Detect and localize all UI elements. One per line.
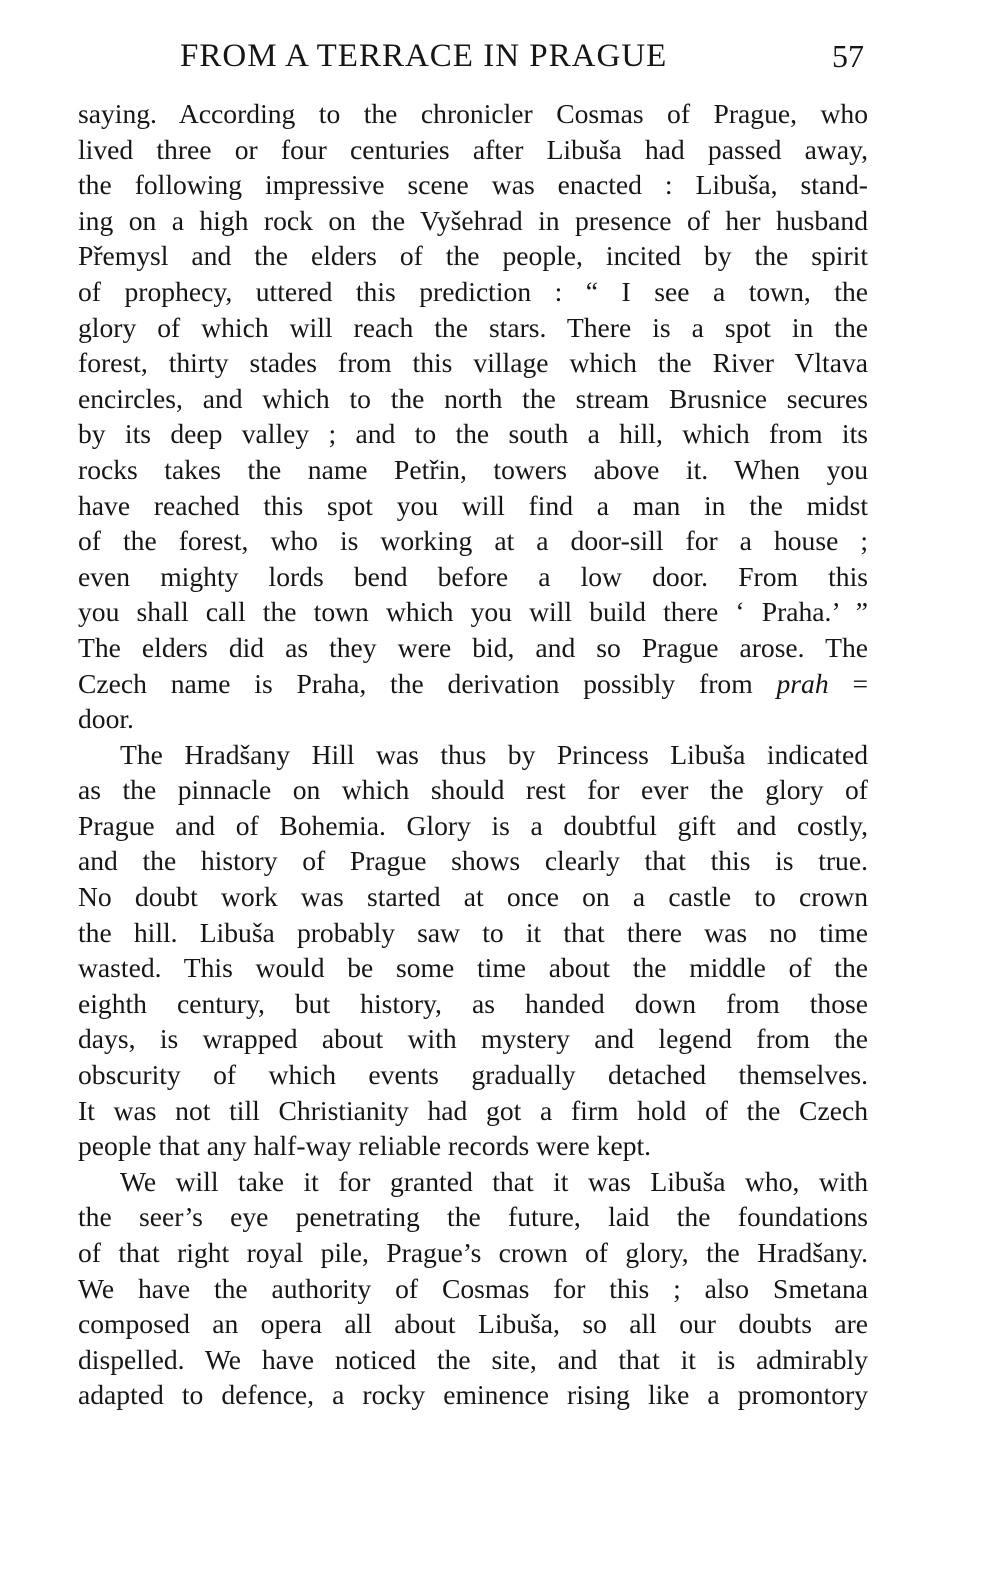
text-line: adapted to defence, a rocky eminence rising like a promontory [78, 1379, 868, 1411]
text-line: composed an opera all about Libuša, so all our doubts are [78, 1308, 868, 1340]
italic-term: prah [776, 667, 829, 699]
text-line: No doubt work was started at once on a castle to crown [78, 881, 868, 913]
text-line: dispelled. We have noticed the site, and that it is admirably [78, 1343, 868, 1375]
text-line: as the pinnacle on which should rest for ever the glory of [78, 774, 868, 806]
paragraph-1 [78, 96, 868, 737]
text-line: The Hradšany Hill was thus by Princess Libuša indicated [120, 738, 868, 770]
text-line: obscurity of which events gradually detached themselves. [78, 1059, 868, 1091]
text-line: forest, thirty stades from this village which the River Vltava [78, 347, 868, 379]
running-head [78, 34, 864, 78]
text-line: and the history of Prague shows clearly that this is true. [78, 845, 868, 877]
text-line: the following impressive scene was enacted : Libuša, stand- [78, 169, 868, 201]
text-line: even mighty lords bend before a low door. From this [78, 560, 868, 592]
text-fragment: Czech name is Praha, the derivation possibly from [78, 667, 753, 699]
text-line: have reached this spot you will find a man in the midst [78, 489, 868, 521]
equals-sign: = [852, 667, 868, 699]
text-line-with-term [78, 666, 868, 702]
text-line: the hill. Libuša probably saw to it that there was no time [78, 916, 868, 948]
text-line: people that any half-way reliable records were kept. [78, 1130, 652, 1162]
running-title: FROM A TERRACE IN PRAGUE [180, 38, 668, 74]
text-line: Prague and of Bohemia. Glory is a doubtful gift and costly, [78, 809, 868, 841]
text-line: We have the authority of Cosmas for this ; also Smetana [78, 1272, 868, 1304]
text-line: you shall call the town which you will build there ‘ Praha.’ ” [78, 596, 868, 628]
text-line: door. [78, 703, 134, 735]
text-line: lived three or four centuries after Libuša had passed away, [78, 133, 868, 165]
text-line: of that right royal pile, Prague’s crown of glory, the Hradšany. [78, 1237, 868, 1268]
text-line: rocks takes the name Petřin, towers above it. When you [78, 453, 868, 485]
text-line: of prophecy, uttered this prediction : “ I see a town, the [78, 275, 868, 307]
text-line: The elders did as they were bid, and so Prague arose. The [78, 631, 868, 663]
text-line: We will take it for granted that it was Libuša who, with [120, 1165, 868, 1197]
text-line: by its deep valley ; and to the south a hill, which from its [78, 418, 868, 450]
page-number: 57 [832, 38, 864, 74]
paragraph-2 [78, 737, 868, 1164]
text-line: of the forest, who is working at a door-sill for a house ; [78, 525, 868, 557]
text-line: days, is wrapped about with mystery and legend from the [78, 1023, 868, 1055]
body-text [78, 96, 868, 1413]
text-line: It was not till Christianity had got a firm hold of the Czech [78, 1094, 868, 1126]
text-line: eighth century, but history, as handed down from those [78, 987, 868, 1019]
text-line: saying. According to the chronicler Cosmas of Prague, who [78, 98, 868, 129]
text-line: wasted. This would be some time about the middle of the [78, 952, 868, 984]
text-line: ing on a high rock on the Vyšehrad in presence of her husband [78, 204, 868, 236]
text-line: glory of which will reach the stars. There is a spot in the [78, 311, 868, 343]
text-line: the seer’s eye penetrating the future, laid the foundations [78, 1201, 868, 1233]
text-line: Přemysl and the elders of the people, incited by the spirit [78, 240, 868, 272]
paragraph-3 [78, 1164, 868, 1413]
text-line: encircles, and which to the north the stream Brusnice secures [78, 382, 868, 414]
